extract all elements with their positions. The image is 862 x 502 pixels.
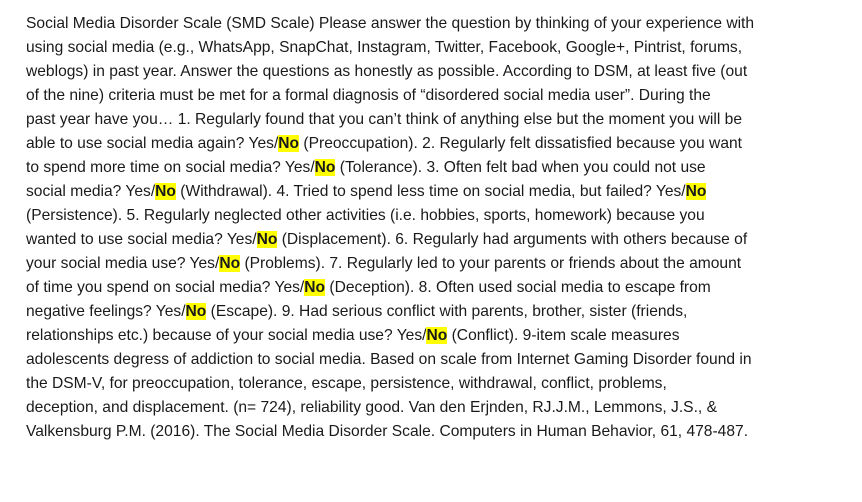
highlighted-answer: No (304, 279, 326, 296)
text-segment: (Conflict). 9-item scale measures (447, 327, 680, 344)
text-line (26, 36, 838, 60)
text-line (26, 372, 838, 396)
text-segment: (Tolerance). 3. Often felt bad when you could not use (335, 159, 706, 176)
text-segment: (Persistence). 5. Regularly neglected other activities (i.e. hobbies, sports, homework) because you (26, 207, 705, 224)
highlighted-answer: No (314, 159, 336, 176)
text-line (26, 396, 838, 420)
text-segment: wanted to use social media? Yes/ (26, 231, 257, 248)
highlighted-answer: No (426, 327, 448, 344)
text-segment: of the nine) criteria must be met for a formal diagnosis of “disordered social media user”. During the (26, 87, 711, 104)
text-line (26, 324, 838, 348)
text-line (26, 300, 838, 324)
text-line (26, 348, 838, 372)
text-segment: deception, and displacement. (n= 724), reliability good. Van den Erjnden, RJ.J.M., Lemmons, J.S., & (26, 399, 717, 416)
text-line (26, 60, 838, 84)
text-line (26, 132, 838, 156)
text-line (26, 228, 838, 252)
text-segment: Social Media Disorder Scale (SMD Scale) Please answer the question by thinking of your experience with (26, 15, 755, 32)
text-line (26, 84, 838, 108)
text-line (26, 12, 838, 36)
highlighted-answer: No (219, 255, 241, 272)
text-segment: (Escape). 9. Had serious conflict with parents, brother, sister (friends, (206, 303, 688, 320)
text-segment: (Problems). 7. Regularly led to your parents or friends about the amount (240, 255, 742, 272)
text-segment: social media? Yes/ (26, 183, 156, 200)
text-line (26, 156, 838, 180)
text-segment: (Deception). 8. Often used social media to escape from (325, 279, 711, 296)
highlighted-answer: No (278, 135, 300, 152)
text-segment: (Withdrawal). 4. Tried to spend less time on social media, but failed? Yes/ (175, 183, 686, 200)
text-segment: weblogs) in past year. Answer the questions as honestly as possible. According to DSM, at least five (out (26, 63, 748, 80)
text-segment: able to use social media again? Yes/ (26, 135, 279, 152)
text-line (26, 420, 838, 444)
text-segment: using social media (e.g., WhatsApp, SnapChat, Instagram, Twitter, Facebook, Google+, Pintrist, forums, (26, 39, 743, 56)
text-segment: Valkensburg P.M. (2016). The Social Media Disorder Scale. Computers in Human Behavior, 61, 478-487. (26, 423, 749, 440)
text-segment: (Preoccupation). 2. Regularly felt dissatisfied because you want (299, 135, 742, 152)
highlighted-answer: No (256, 231, 278, 248)
document-body (26, 12, 838, 444)
text-line (26, 204, 838, 228)
text-segment: adolescents degress of addiction to social media. Based on scale from Internet Gaming Disorder found in (26, 351, 752, 368)
text-segment: your social media use? Yes/ (26, 255, 220, 272)
text-segment: the DSM-V, for preoccupation, tolerance, escape, persistence, withdrawal, conflict, problems, (26, 375, 667, 392)
highlighted-answer: No (155, 183, 176, 200)
text-segment: negative feelings? Yes/ (26, 303, 186, 320)
highlighted-answer: No (685, 183, 707, 200)
text-line (26, 276, 838, 300)
text-segment: of time you spend on social media? Yes/ (26, 279, 305, 296)
highlighted-answer: No (185, 303, 207, 320)
text-line (26, 252, 838, 276)
text-line (26, 108, 838, 132)
text-segment: to spend more time on social media? Yes/ (26, 159, 315, 176)
text-segment: relationships etc.) because of your social media use? Yes/ (26, 327, 427, 344)
text-line (26, 180, 838, 204)
text-segment: (Displacement). 6. Regularly had arguments with others because of (277, 231, 748, 248)
text-segment: past year have you… 1. Regularly found that you can’t think of anything else but the moment you will be (26, 111, 742, 128)
